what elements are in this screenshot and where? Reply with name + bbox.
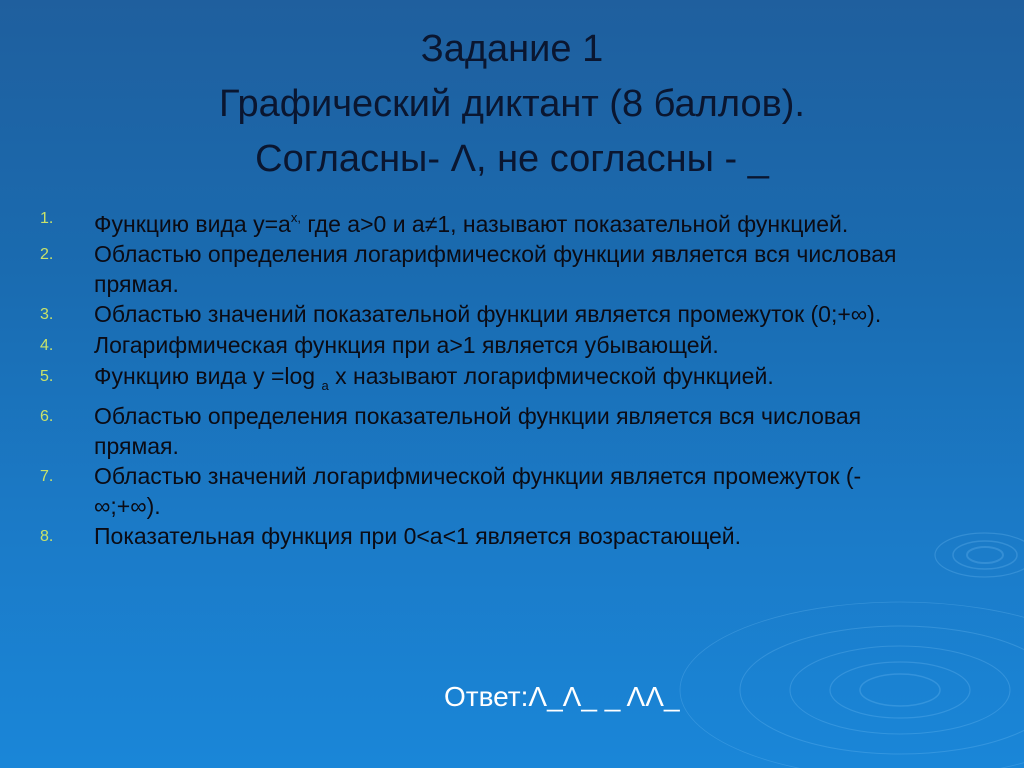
item-number: 1.	[40, 210, 54, 227]
list-item	[40, 299, 940, 330]
item-number: 4.	[40, 337, 54, 354]
item-number: 3.	[40, 306, 54, 323]
title-line-2: Графический диктант (8 баллов).	[219, 83, 805, 125]
list-item	[40, 203, 940, 239]
item-text: Функцию вида y =log $_a$ x называют логарифмической функцией.	[94, 363, 774, 393]
item-number: 6.	[40, 408, 54, 425]
list-item	[40, 361, 940, 401]
item-text: Функцию вида $y=a^{x,}$ где a>0 и a≠1, называют показательной функцией.	[94, 210, 849, 237]
item-number: 5.	[40, 368, 54, 385]
slide-title	[0, 22, 1024, 187]
answer-text: Ответ:Λ_Λ_ _ ΛΛ_	[444, 681, 680, 712]
list-item	[40, 239, 940, 299]
list-item	[40, 401, 940, 461]
item-number: 7.	[40, 468, 54, 485]
title-line-1: Задание 1	[420, 28, 604, 70]
list-item	[40, 330, 940, 361]
item-number: 8.	[40, 528, 54, 545]
item-text: Логарифмическая функция при a>1 является убывающей.	[94, 332, 719, 358]
item-text: Областью определения показательной функции является вся числовая прямая.	[94, 403, 862, 459]
list-item	[40, 461, 940, 521]
item-text: Показательная функция при 0<a<1 является возрастающей.	[94, 523, 742, 549]
item-text: Областью определения логарифмической функции является вся числовая прямая.	[94, 241, 897, 297]
item-text: Областью значений показательной функции является промежуток (0;+∞).	[94, 301, 882, 327]
item-text: Областью значений логарифмической функции является промежуток (-∞;+∞).	[94, 463, 862, 519]
list-item	[40, 521, 940, 552]
statement-list	[40, 203, 940, 552]
item-number: 2.	[40, 246, 54, 263]
title-line-3: Согласны- Λ, не согласны - _	[255, 138, 769, 180]
